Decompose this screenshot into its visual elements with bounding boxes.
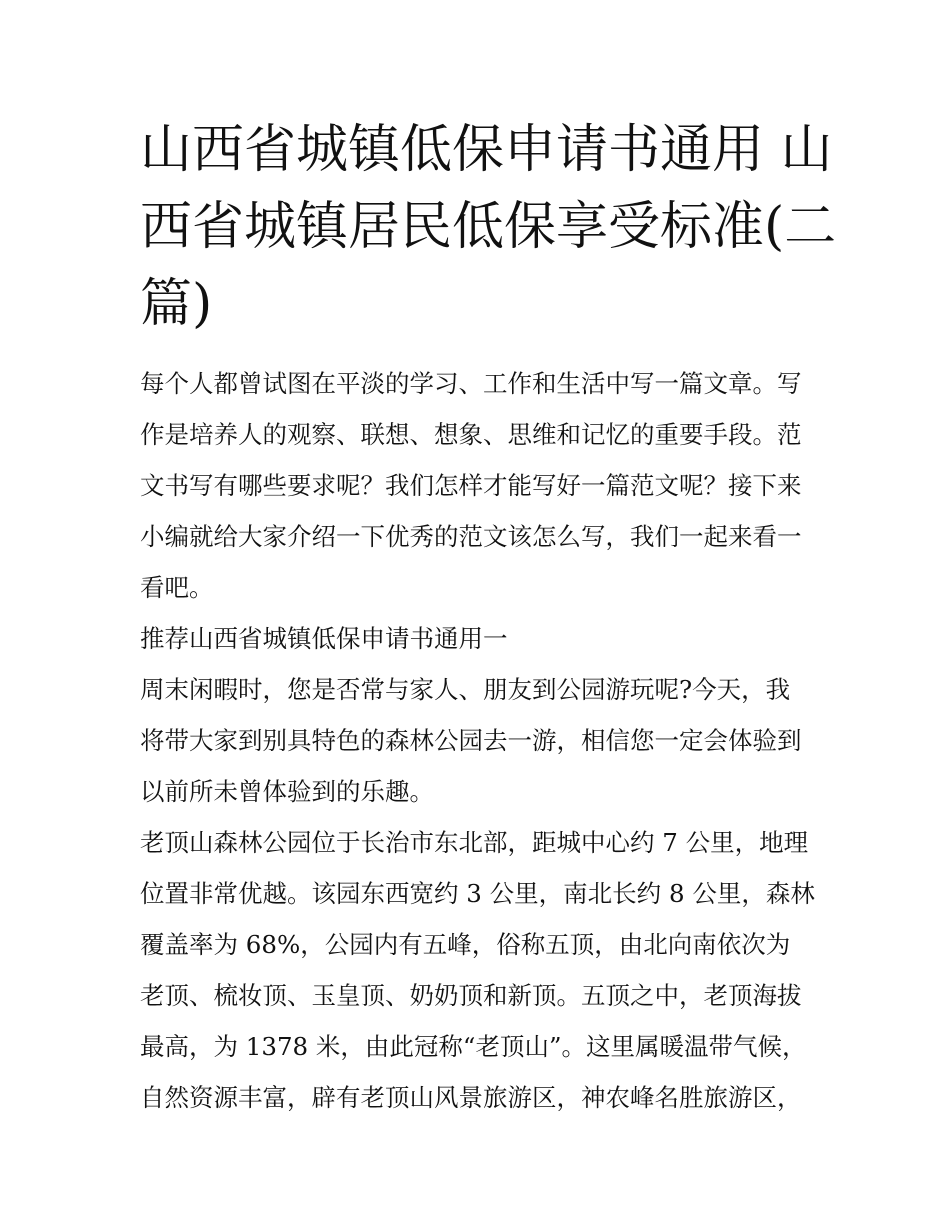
text-line: 将带大家到别具特色的森林公园去一游，相信您一定会体验到	[140, 726, 802, 755]
text-line: 最高，为 1378 米，由此冠称“老顶山”。这里属暖温带气候，	[140, 1032, 807, 1061]
text-line: 覆盖率为 68%，公园内有五峰，俗称五顶，由北向南依次为	[140, 930, 791, 959]
body-paragraph	[140, 664, 815, 817]
intro-paragraph	[140, 358, 815, 613]
title-line: 山西省城镇低保申请书通用 山	[140, 120, 833, 180]
text-line: 周末闲暇时，您是否常与家人、朋友到公园游玩呢?今天，我	[140, 675, 791, 704]
text-line: 小编就给大家介绍一下优秀的范文该怎么写，我们一起来看一	[140, 522, 802, 551]
title-line: 西省城镇居民低保享受标准(二	[140, 197, 837, 257]
text-line: 每个人都曾试图在平淡的学习、工作和生活中写一篇文章。写	[140, 369, 802, 398]
body-paragraph	[140, 817, 815, 1123]
text-line: 位置非常优越。该园东西宽约 3 公里，南北长约 8 公里，森林	[140, 879, 815, 908]
text-line: 文书写有哪些要求呢？我们怎样才能写好一篇范文呢？接下来	[140, 471, 802, 500]
document-body	[140, 358, 815, 1123]
text-line: 老顶山森林公园位于长治市东北部，距城中心约 7 公里，地理	[140, 828, 809, 857]
document-title	[140, 112, 837, 343]
text-line: 作是培养人的观察、联想、想象、思维和记忆的重要手段。范	[140, 420, 802, 449]
title-line: 篇)	[140, 274, 213, 334]
text-line: 推荐山西省城镇低保申请书通用一	[140, 624, 508, 653]
text-line: 看吧。	[140, 573, 214, 602]
text-line: 以前所未曾体验到的乐趣。	[140, 777, 434, 806]
text-line: 自然资源丰富，辟有老顶山风景旅游区，神农峰名胜旅游区，	[140, 1083, 802, 1112]
text-line: 老顶、梳妆顶、玉皇顶、奶奶顶和新顶。五顶之中，老顶海拔	[140, 981, 802, 1010]
section-heading	[140, 613, 815, 664]
